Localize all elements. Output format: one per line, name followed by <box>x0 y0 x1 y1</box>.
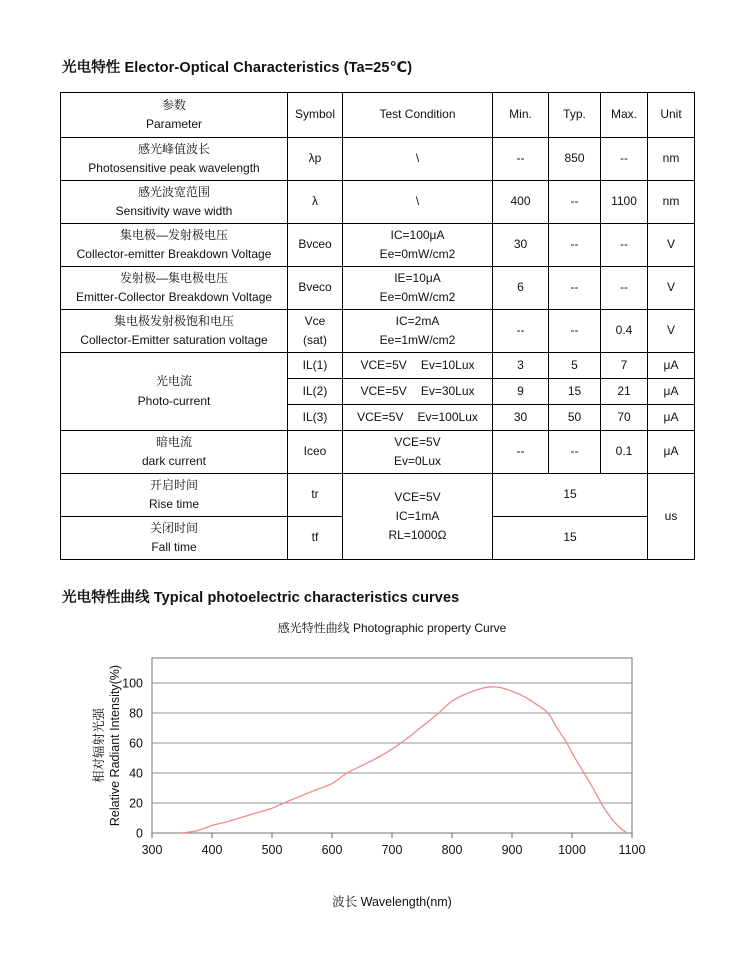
param-cell <box>61 138 288 181</box>
cond-line2: Ev=0Lux <box>393 454 442 468</box>
symbol-cell: Iceo <box>288 431 343 474</box>
param-cell <box>61 310 288 353</box>
x-tick-label: 1100 <box>618 843 646 857</box>
cond-line2: IC=1mA <box>395 508 440 523</box>
unit-cell: μA <box>648 353 695 379</box>
y-tick-label: 40 <box>129 766 143 781</box>
x-tick-label: 300 <box>141 843 163 857</box>
cond-part-a: VCE=5V <box>360 357 407 372</box>
row-peak-wavelength <box>61 138 695 181</box>
cond-part-a: VCE=5V <box>360 383 407 398</box>
header-parameter-zh: 参数 <box>161 97 186 112</box>
param-cell <box>61 181 288 224</box>
param-zh: 光电流 <box>155 374 192 389</box>
cond-line2: Ee=1mW/cm2 <box>379 333 456 347</box>
typ-cell: -- <box>549 267 601 310</box>
param-en: Collector-Emitter saturation voltage <box>80 333 268 347</box>
y-tick-label: 20 <box>129 796 143 811</box>
param-en: Collector-emitter Breakdown Voltage <box>76 247 272 261</box>
cond-line3: RL=1000Ω <box>388 528 447 543</box>
param-zh: 感光峰值波长 <box>137 141 210 156</box>
cond-line1: VCE=5V <box>394 434 441 449</box>
header-min: Min. <box>493 93 549 138</box>
symbol-cell <box>288 310 343 353</box>
cond-line1: IC=2mA <box>395 313 440 328</box>
param-zh: 感光波宽范围 <box>137 184 210 199</box>
row-dark-current <box>61 431 695 474</box>
row-bvceo <box>61 224 695 267</box>
symbol-cell: IL(3) <box>288 405 343 431</box>
curves-section-title: 光电特性曲线 Typical photoelectric characteristics curves <box>62 590 460 606</box>
param-zh: 集电极发射极饱和电压 <box>113 313 234 328</box>
symbol-cell: IL(2) <box>288 379 343 405</box>
unit-cell: V <box>648 310 695 353</box>
header-parameter <box>61 93 288 138</box>
cond-cell <box>343 310 493 353</box>
cond-cell <box>343 431 493 474</box>
max-cell: 21 <box>601 379 648 405</box>
cond-line2: Ee=0mW/cm2 <box>379 247 456 261</box>
y-tick-label: 60 <box>129 736 143 751</box>
cond-line1: VCE=5V <box>394 489 441 504</box>
cond-line1: IE=10μA <box>394 270 441 285</box>
unit-cell: μA <box>648 405 695 431</box>
y-tick-label: 0 <box>136 826 143 841</box>
cond-part-b: Ev=100Lux <box>417 409 478 424</box>
cond-cell-switching <box>343 474 493 560</box>
x-axis-label: 波长 Wavelength(nm) <box>332 895 452 909</box>
typ-cell: -- <box>549 224 601 267</box>
cond-cell: \ <box>343 138 493 181</box>
x-tick-label: 1000 <box>558 843 586 857</box>
unit-cell: V <box>648 224 695 267</box>
param-zh: 暗电流 <box>155 434 192 449</box>
y-tick-label: 80 <box>129 706 143 721</box>
y-tick-label: 100 <box>122 676 143 691</box>
cond-cell <box>343 353 493 379</box>
param-en: Emitter-Collector Breakdown Voltage <box>75 290 273 304</box>
cond-cell <box>343 267 493 310</box>
param-en: Fall time <box>151 540 197 554</box>
value-cell: 15 <box>493 474 648 517</box>
x-tick-label: 800 <box>441 843 463 857</box>
param-cell <box>61 517 288 560</box>
max-cell: 7 <box>601 353 648 379</box>
typ-cell: 850 <box>549 138 601 181</box>
param-cell <box>61 267 288 310</box>
max-cell: 0.4 <box>601 310 648 353</box>
param-en: Sensitivity wave width <box>115 204 233 218</box>
x-tick-label: 500 <box>261 843 283 857</box>
x-tick-label: 700 <box>381 843 403 857</box>
typ-cell: -- <box>549 310 601 353</box>
min-cell: -- <box>493 138 549 181</box>
param-en: Rise time <box>148 497 199 511</box>
unit-cell: V <box>648 267 695 310</box>
min-cell: -- <box>493 431 549 474</box>
cond-cell <box>343 379 493 405</box>
plot-border <box>152 658 632 833</box>
header-typ: Typ. <box>549 93 601 138</box>
cond-cell: \ <box>343 181 493 224</box>
header-symbol: Symbol <box>288 93 343 138</box>
cond-cell <box>343 405 493 431</box>
unit-cell-switching: us <box>648 474 695 560</box>
param-en: Photo-current <box>137 393 211 408</box>
typ-cell: -- <box>549 431 601 474</box>
symbol-cell: tr <box>288 474 343 517</box>
symbol-line2: (sat) <box>303 333 327 347</box>
max-cell: 1100 <box>601 181 648 224</box>
symbol-cell: Bvceo <box>288 224 343 267</box>
max-cell: 0.1 <box>601 431 648 474</box>
unit-cell: nm <box>648 138 695 181</box>
symbol-cell: IL(1) <box>288 353 343 379</box>
row-rise-time <box>61 474 695 517</box>
typ-cell: 5 <box>549 353 601 379</box>
param-cell-photo-current <box>61 353 288 431</box>
param-cell <box>61 474 288 517</box>
symbol-cell: tf <box>288 517 343 560</box>
min-cell: 30 <box>493 224 549 267</box>
max-cell: -- <box>601 267 648 310</box>
typ-cell: 50 <box>549 405 601 431</box>
unit-cell: nm <box>648 181 695 224</box>
min-cell: 3 <box>493 353 549 379</box>
cond-cell <box>343 224 493 267</box>
param-en: Photosensitive peak wavelength <box>88 161 260 175</box>
param-zh: 发射极—集电极电压 <box>119 270 228 285</box>
header-test-condition: Test Condition <box>343 93 493 138</box>
row-bveco <box>61 267 695 310</box>
unit-cell: μA <box>648 379 695 405</box>
table-header-row <box>61 93 695 138</box>
x-tick-label: 600 <box>321 843 343 857</box>
param-cell <box>61 224 288 267</box>
cond-part-b: Ev=10Lux <box>420 357 475 372</box>
photocurve-chart <box>88 645 648 925</box>
cond-part-b: Ev=30Lux <box>420 383 475 398</box>
header-parameter-en: Parameter <box>145 117 203 131</box>
header-max: Max. <box>601 93 648 138</box>
cond-line2: Ee=0mW/cm2 <box>379 290 456 304</box>
min-cell: 400 <box>493 181 549 224</box>
x-tick-label: 900 <box>501 843 523 857</box>
y-axis-label-zh: 相对辐射光强 <box>92 707 106 784</box>
symbol-cell: λ <box>288 181 343 224</box>
cond-line1: IC=100μA <box>390 227 445 242</box>
typ-cell: -- <box>549 181 601 224</box>
row-wave-width <box>61 181 695 224</box>
cond-part-a: VCE=5V <box>357 409 404 424</box>
param-zh: 开启时间 <box>149 477 198 492</box>
min-cell: 6 <box>493 267 549 310</box>
spectral-response-curve <box>182 687 626 833</box>
param-zh: 集电极—发射极电压 <box>119 227 228 242</box>
typ-cell: 15 <box>549 379 601 405</box>
symbol-cell: Bveco <box>288 267 343 310</box>
value-cell: 15 <box>493 517 648 560</box>
unit-cell: μA <box>648 431 695 474</box>
header-unit: Unit <box>648 93 695 138</box>
param-zh: 关闭时间 <box>149 520 198 535</box>
min-cell: 30 <box>493 405 549 431</box>
symbol-line1: Vce <box>304 313 326 328</box>
x-tick-label: 400 <box>201 843 223 857</box>
min-cell: 9 <box>493 379 549 405</box>
symbol-cell: λp <box>288 138 343 181</box>
max-cell: -- <box>601 224 648 267</box>
param-en: dark current <box>141 454 207 468</box>
row-vce-sat <box>61 310 695 353</box>
electro-optical-characteristics-table <box>60 92 695 560</box>
min-cell: -- <box>493 310 549 353</box>
row-il1 <box>61 353 695 379</box>
max-cell: 70 <box>601 405 648 431</box>
param-cell <box>61 431 288 474</box>
y-axis-label-en: Relative Radiant Intensity(%) <box>108 664 122 827</box>
chart-title: 感光特性曲线 Photographic property Curve <box>277 621 507 635</box>
max-cell: -- <box>601 138 648 181</box>
electro-optical-section-title: 光电特性 Elector-Optical Characteristics (Ta=25℃) <box>62 60 413 76</box>
